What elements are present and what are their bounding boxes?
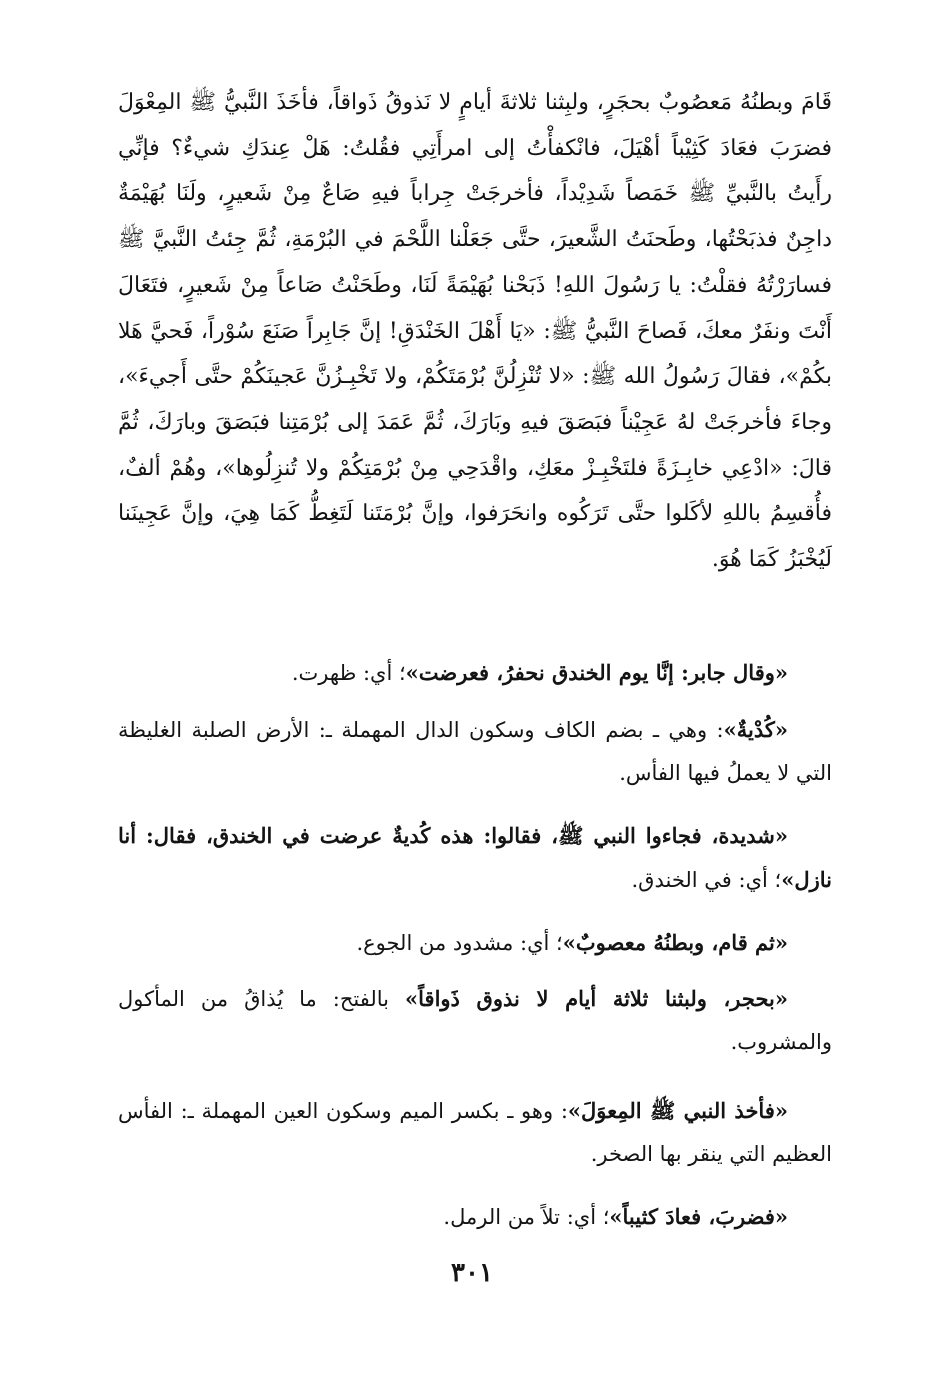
commentary-note: [118, 651, 832, 695]
note-quote: «وقال جابر: إنَّا يوم الخندق نحفرُ، فعرضت»: [405, 660, 788, 685]
note-explanation: ؛ أي: تلاً من الرمل.: [443, 1205, 610, 1229]
note-quote: «فضربَ، فعادَ كثيباً»: [609, 1204, 788, 1229]
note-explanation: ؛ أي: في الخندق.: [631, 868, 782, 892]
note-explanation: ؛ أي: مشدود من الجوع.: [356, 931, 563, 955]
commentary-note: [118, 814, 832, 902]
commentary-note: [118, 1089, 832, 1176]
note-explanation: : وهو ـ بكسر الميم وسكون العين المهملة ـ: الفأس العظيم التي ينقر بها الصخر.: [118, 1099, 832, 1166]
hadith-text: قَامَ وبطنُهُ مَعصُوبٌ بحجَرٍ، ولبِثنا ثلاثةَ أيامٍ لا نَذوقُ ذَواقاً، فأخَذَ النَّبيُّ ﷺ المِعْوَلَ فضرَبَ فعَادَ كَثِيْباً أهْيَلَ، فانْكفأْتُ إلى امرأَتِي فقُلتُ: هَلْ عِندَكِ شيءٌ؟ فإنِّي رأَيتُ بالنَّبيِّ ﷺ خَمَصاً شَدِيْداً، فأخرجَتْ جِراباً فيهِ صَاعٌ مِنْ شَعيرٍ، ولَنَا بُهَيْمَةٌ داجِنٌ فذبَحْتُها، وطَحنَتُ الشَّعيرَ، حتَّى جَعَلْنا اللَّحْمَ في البُرْمَةِ، ثُمَّ جِئتُ النَّبيَّ ﷺ فسارَرْتُهُ فقلْتُ: يا رَسُولَ اللهِ! ذَبَحْنا بُهَيْمَةً لَنَا، وطَحَنْتُ صَاعاً مِنْ شَعيرٍ، فتَعَالَ أَنْتَ ونفَرٌ معكَ، فَصاحَ النَّبيُّ ﷺ: «يَا أَهْلَ الخَنْدَقِ! إنَّ جَابِراً صَنَعَ سُوْراً، فَحيَّ هَلا بكُمْ»، فقالَ رَسُولُ الله ﷺ: «لا تُنْزِلُنَّ بُرْمَتَكُمْ، ولا تَخْبِـزُنَّ عَجينَكُمْ حتَّى أَجيءَ»، وجاءَ فأخرجَتْ لهُ عَجِيْناً فبَصَقَ فيهِ وبَارَكَ، ثُمَّ عَمَدَ إلى بُرْمَتِنا فبَصَقَ وبارَكَ، ثُمَّ قالَ: «ادْعِي خابِـزَةً فلتَخْبِـزْ معَكِ، واقْدَحِي مِنْ بُرْمَتِكُمْ ولا تُنزِلُوها»، وهُمْ ألفٌ، فأُقسِمُ باللهِ لأكَلوا حتَّى تَرَكُوه وانحَرَفوا، وإنَّ بُرْمَتَنا لَتَغِطُّ كَمَا هِيَ، وإنَّ عَجِينَنا لَيُخْبَزُ كَمَا هُوَ.: [118, 90, 832, 573]
commentary-note: [118, 977, 832, 1064]
page-number: ٣٠١: [451, 1258, 493, 1288]
note-explanation: : وهي ـ بضم الكاف وسكون الدال المهملة ـ: الأرض الصلبة الغليظة التي لا يعملُ فيها الفأس.: [118, 718, 832, 785]
note-explanation: ؛ أي: ظهرت.: [291, 661, 406, 685]
commentary-note: [118, 708, 832, 795]
commentary-note: [118, 921, 832, 965]
note-quote: «بحجر، ولبثنا ثلاثة أيام لا نذوق ذَواقاً»: [405, 986, 788, 1011]
note-quote: «كُدْيةٌ»: [723, 717, 788, 742]
note-quote: «شديدة، فجاءوا النبي ﷺ، فقالوا: هذه كُديةٌ عرضت في الخندق، فقال: أنا نازل»: [118, 823, 832, 892]
note-explanation: بالفتح: ما يُذاقُ من المأكول والمشروب.: [118, 987, 832, 1054]
note-quote: «ثم قام، وبطنُهُ معصوبٌ»: [562, 930, 788, 955]
commentary-note: [118, 1195, 832, 1239]
note-quote: «فأخذ النبي ﷺ المِعوَلَ»: [567, 1098, 788, 1123]
